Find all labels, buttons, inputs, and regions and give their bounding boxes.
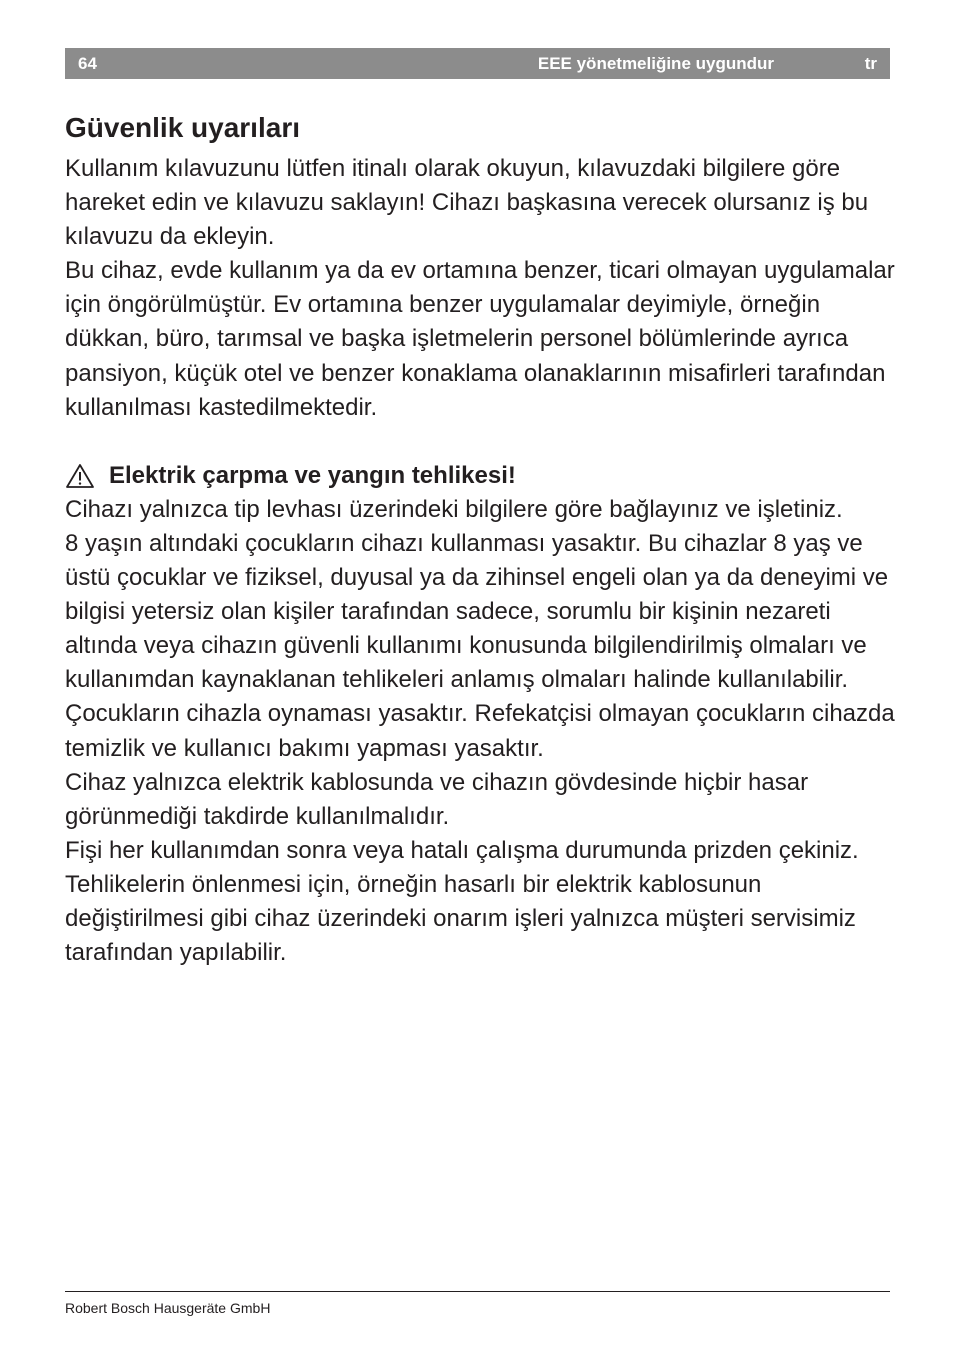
language-code: tr (864, 54, 877, 73)
section-spacer (65, 425, 895, 459)
warning-paragraph-children: 8 yaşın altındaki çocukların cihazı kullanması yasaktır. Bu cihazlar 8 yaş ve üstü çocuklar ve fiziksel, duyusal ya da zihinsel engeli olan ya da deneyimi ve bilgisi yetersiz olan kişiler tarafından sadece, sorumlu bir kişinin nezareti altında veya cihazın güvenli kullanımı konusunda bilgilendirilmiş olmaları ve kullanımdan kaynaklanan tehlikeleri anlamış olmaları halinde kullanılabilir. Çocukların cihazla oynaması yasaktır. Refekatçisi olmayan çocukların cihazda temizlik ve kullanıcı bakımı yapması yasaktır. (65, 529, 895, 762)
header-title: EEE yönetmeliğine uygundur (537, 54, 774, 73)
warning-heading (65, 459, 895, 493)
warning-paragraph-connection: Cihazı yalnızca tip levhası üzerindeki bilgilere göre bağlayınız ve işletiniz. (65, 495, 843, 523)
page-number: 64 (78, 54, 97, 73)
warning-paragraph-repairs: Tehlikelerin önlenmesi için, örneğin hasarlı bir elektrik kablosunun değiştirilmesi gibi cihaz üzerindeki onarım işleri yalnızca müşteri servisimiz tarafından yapılabilir. (65, 870, 856, 967)
footer-divider (65, 1291, 890, 1292)
warning-paragraph-damage: Cihaz yalnızca elektrik kablosunda ve cihazın gövdesinde hiçbir hasar görünmediği takdirde kullanılmalıdır. (65, 768, 809, 830)
page-header-bar (65, 48, 890, 79)
intended-use-paragraph: Bu cihaz, evde kullanım ya da ev ortamına benzer, ticari olmayan uygulamalar için öngörülmüştür. Ev ortamına benzer uygulamalar deyimiyle, örneğin dükkan, büro, tarımsal ve başka işletmelerin personel bölümlerinde ayrıca pansiyon, küçük otel ve benzer konaklama olanaklarının misafirleri tarafından kullanılması kastedilmektedir. (65, 257, 895, 421)
section-title: Güvenlik uyarıları (65, 112, 300, 143)
warning-title: Elektrik çarpma ve yangın tehlikesi! (109, 461, 516, 489)
warning-paragraph-unplug: Fişi her kullanımdan sonra veya hatalı çalışma durumunda prizden çekiniz. (65, 836, 859, 864)
intro-paragraph: Kullanım kılavuzunu lütfen itinalı olarak okuyun, kılavuzdaki bilgilere göre hareket edin ve kılavuzu saklayın! Cihazı başkasına verecek olursanız iş bu kılavuzu da ekleyin. (65, 155, 869, 251)
footer-company: Robert Bosch Hausgeräte GmbH (65, 1300, 271, 1316)
warning-triangle-icon (65, 463, 95, 489)
page-content (65, 108, 895, 970)
